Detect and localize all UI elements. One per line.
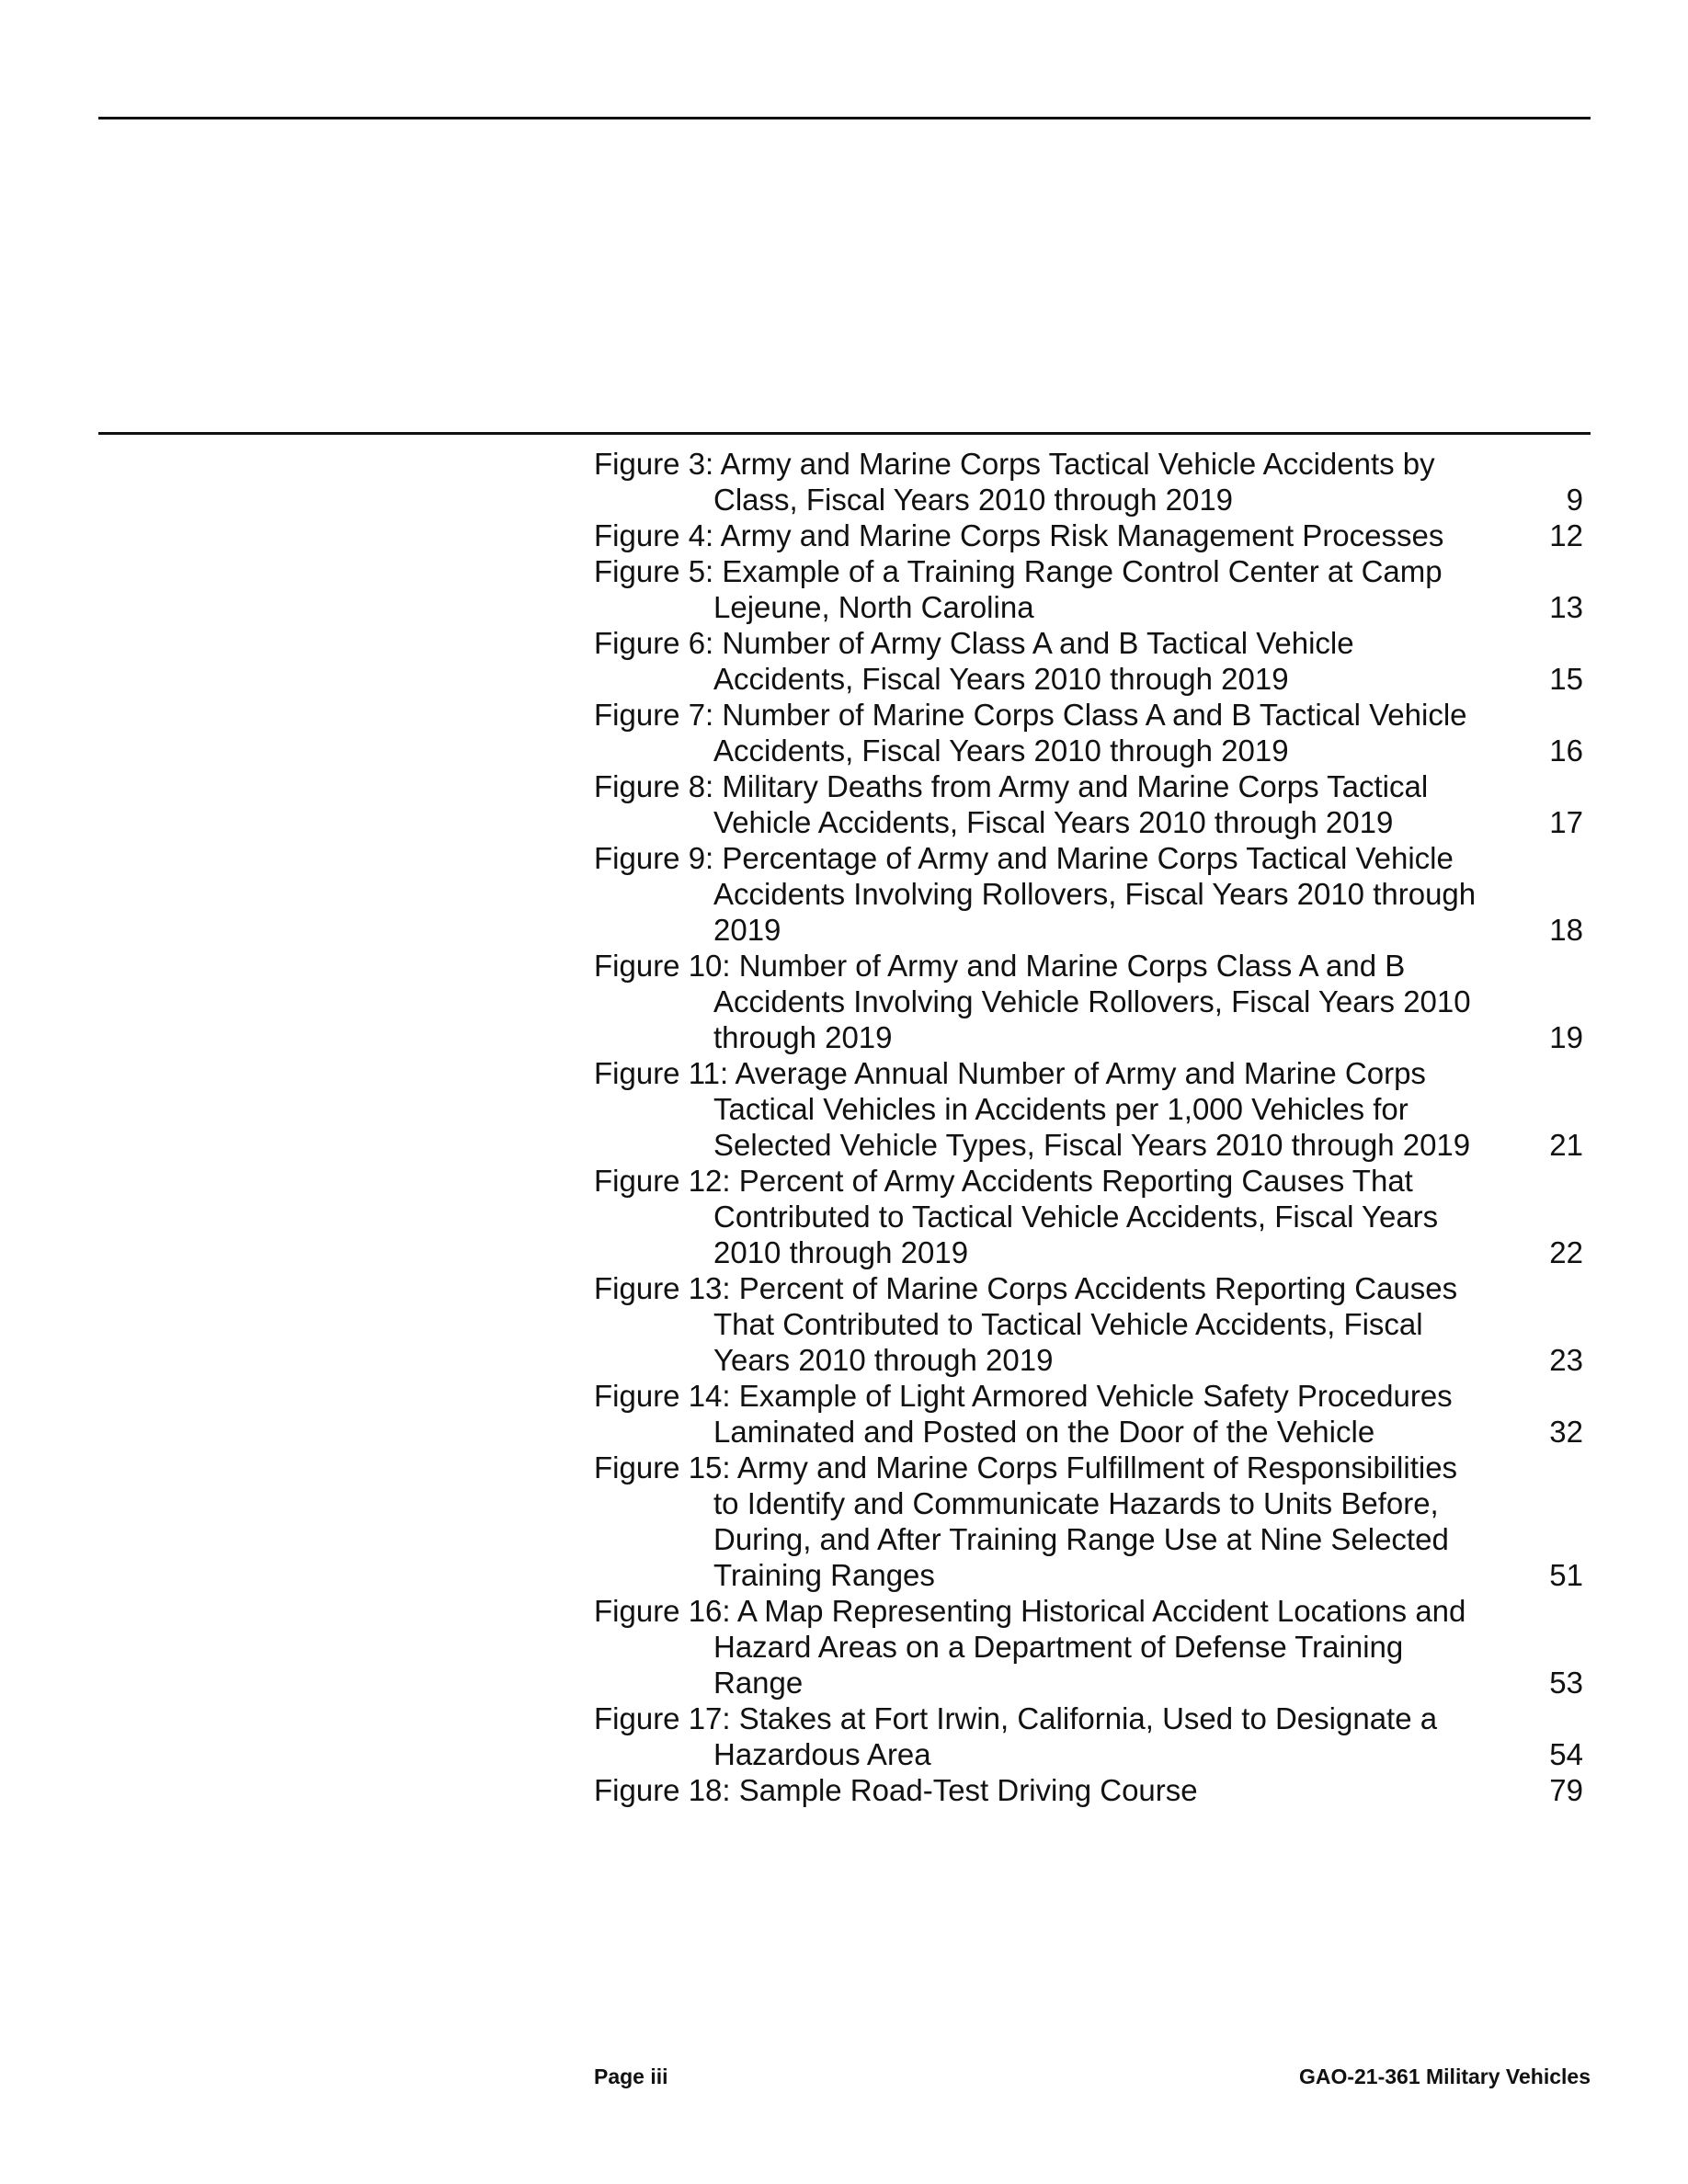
toc-entry-title: Figure 16: A Map Representing Historical Accident Locations and Hazard Areas on a Department of Defense Training Range [594, 1594, 1466, 1700]
toc-entry-title: Figure 14: Example of Light Armored Vehicle Safety Procedures Laminated and Posted on the Door of the Vehicle [594, 1379, 1453, 1449]
toc-entry-page: 79 [1549, 1773, 1583, 1807]
toc-entry-title: Figure 13: Percent of Marine Corps Accidents Reporting Causes That Contributed to Tactical Vehicle Accidents, Fiscal Years 2010 through 2019 [594, 1271, 1458, 1377]
toc-entry[interactable] [594, 625, 1583, 697]
toc-entry[interactable] [594, 1701, 1583, 1772]
toc-entry[interactable] [594, 840, 1583, 948]
toc-entry-title: Figure 10: Number of Army and Marine Corps Class A and B Accidents Involving Vehicle Rollovers, Fiscal Years 2010 through 2019 [594, 949, 1471, 1054]
report-label: GAO-21-361 Military Vehicles [1298, 2065, 1591, 2088]
toc-entry-title: Figure 4: Army and Marine Corps Risk Management Processes [594, 518, 1444, 552]
toc-entry[interactable] [594, 1450, 1583, 1593]
toc-entry-title: Figure 3: Army and Marine Corps Tactical Vehicle Accidents by Class, Fiscal Years 2010 through 2019 [594, 447, 1435, 517]
toc-entry-page: 22 [1549, 1235, 1583, 1269]
toc-entry[interactable] [594, 446, 1583, 518]
toc-entry[interactable] [594, 948, 1583, 1055]
toc-entry-page: 16 [1549, 734, 1583, 768]
toc-entry-title: Figure 8: Military Deaths from Army and Marine Corps Tactical Vehicle Accidents, Fiscal Years 2010 through 2019 [594, 769, 1429, 839]
section-rule [98, 432, 1591, 435]
toc-entry-page: 13 [1549, 590, 1583, 624]
toc-entry-page: 53 [1549, 1666, 1583, 1700]
header-rule-top [98, 117, 1591, 119]
list-of-figures [594, 446, 1583, 1808]
toc-entry-title: Figure 5: Example of a Training Range Control Center at Camp Lejeune, North Carolina [594, 554, 1443, 624]
toc-entry-page: 21 [1549, 1128, 1583, 1162]
toc-entry[interactable] [594, 768, 1583, 840]
toc-entry-title: Figure 12: Percent of Army Accidents Reporting Causes That Contributed to Tactical Vehicle Accidents, Fiscal Years 2010 through 2019 [594, 1164, 1439, 1269]
toc-entry-page: 18 [1549, 913, 1583, 947]
toc-entry-page: 23 [1549, 1343, 1583, 1377]
toc-entry-title: Figure 9: Percentage of Army and Marine Corps Tactical Vehicle Accidents Involving Rollovers, Fiscal Years 2010 through 2019 [594, 841, 1477, 947]
toc-entry[interactable] [594, 1378, 1583, 1450]
toc-entry-title: Figure 15: Army and Marine Corps Fulfillment of Responsibilities to Identify and Communicate Hazards to Units Before, During, and After Training Range Use at Nine Selected Training Ranges [594, 1450, 1458, 1592]
toc-entry[interactable] [594, 1163, 1583, 1270]
toc-entry-title: Figure 17: Stakes at Fort Irwin, California, Used to Designate a Hazardous Area [594, 1701, 1438, 1771]
toc-entry[interactable] [594, 518, 1583, 553]
toc-entry-title: Figure 6: Number of Army Class A and B Tactical Vehicle Accidents, Fiscal Years 2010 through 2019 [594, 626, 1354, 696]
toc-entry[interactable] [594, 697, 1583, 768]
toc-entry[interactable] [594, 1055, 1583, 1163]
toc-entry-page: 32 [1549, 1415, 1583, 1449]
toc-entry-page: 19 [1549, 1020, 1583, 1054]
toc-entry-page: 9 [1566, 483, 1583, 517]
toc-entry-page: 54 [1549, 1737, 1583, 1771]
toc-entry-page: 51 [1549, 1558, 1583, 1592]
toc-entry-page: 15 [1549, 662, 1583, 696]
toc-entry-title: Figure 7: Number of Marine Corps Class A and B Tactical Vehicle Accidents, Fiscal Years 2010 through 2019 [594, 698, 1467, 768]
toc-entry-title: Figure 11: Average Annual Number of Army and Marine Corps Tactical Vehicles in Accidents per 1,000 Vehicles for Selected Vehicle Types, Fiscal Years 2010 through 2019 [594, 1056, 1471, 1162]
toc-entry-page: 12 [1549, 518, 1583, 552]
toc-entry[interactable] [594, 1270, 1583, 1378]
toc-entry[interactable] [594, 553, 1583, 625]
toc-entry[interactable] [594, 1772, 1583, 1808]
toc-entry[interactable] [594, 1593, 1583, 1701]
toc-entry-page: 17 [1549, 805, 1583, 839]
page-number: Page iii [594, 2065, 668, 2088]
toc-entry-title: Figure 18: Sample Road-Test Driving Course [594, 1773, 1198, 1807]
